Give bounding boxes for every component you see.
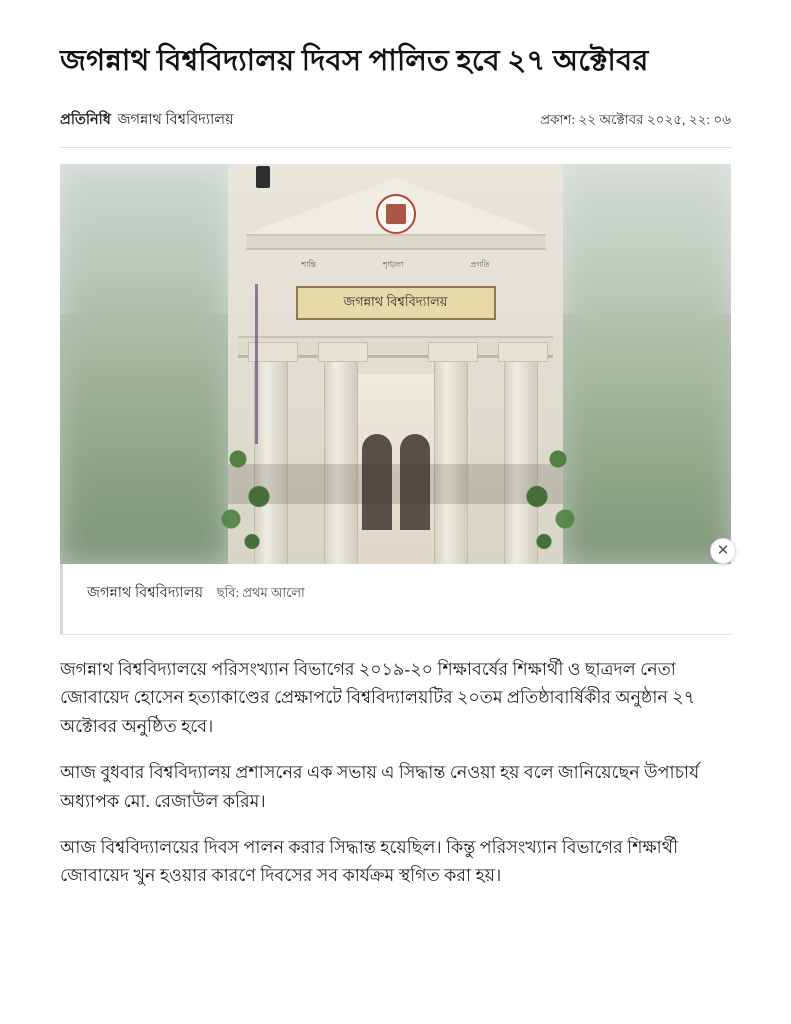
divider-caption	[60, 634, 731, 635]
divider-top	[60, 147, 731, 148]
building-signboard: জগন্নাথ বিশ্ববিদ্যালয়	[296, 286, 496, 320]
page-title: জগন্নাথ বিশ্ববিদ্যালয় দিবস পালিত হবে ২৭ অক্টোবর	[60, 45, 649, 77]
article-paragraph: আজ বিশ্ববিদ্যালয়ের দিবস পালন করার সিদ্ধান্ত হয়েছিল। কিন্তু পরিসংখ্যান বিভাগের শিক্ষার্থী জোবায়েদ খুন হওয়ার কারণে দিবসের সব কার্যক্রম স্থগিত করা হয়।	[60, 836, 679, 886]
figure-caption-wrap	[60, 564, 731, 634]
figure-caption-text: জগন্নাথ বিশ্ববিদ্যালয়	[87, 585, 204, 602]
article-photo	[60, 164, 731, 564]
byline-reporter: প্রতিনিধি	[60, 112, 111, 129]
column-3	[434, 358, 468, 564]
published-timestamp: প্রকাশ: ২২ অক্টোবর ২০২৫, ২২: ০৬	[539, 112, 731, 128]
foliage-right	[516, 414, 586, 564]
close-icon[interactable]: ✕	[710, 538, 736, 564]
facade-motto-1: শান্তি	[301, 259, 317, 269]
article-paragraph: আজ বুধবার বিশ্ববিদ্যালয় প্রশাসনের এক সভায় এ সিদ্ধান্ত নেওয়া হয় বলে জানিয়েছেন উপাচার্য অধ্যাপক মো. রেজাউল করিম।	[60, 762, 700, 811]
figure-caption	[87, 582, 731, 606]
column-2	[324, 358, 358, 564]
facade-motto-3: প্রগতি	[470, 259, 490, 269]
article-body	[60, 655, 731, 889]
facade-motto	[268, 259, 523, 271]
article-paragraph: জগন্নাথ বিশ্ববিদ্যালয়ে পরিসংখ্যান বিভাগের ২০১৯-২০ শিক্ষাবর্ষের শিক্ষার্থী ও ছাত্রদল নেতা জোবায়েদ হোসেন হত্যাকাণ্ডের প্রেক্ষাপটে বিশ্ববিদ্যালয়টির ২০তম প্রতিষ্ঠাবার্ষিকীর অনুষ্ঠান ২৭ অক্টোবর অনুষ্ঠিত হবে।	[60, 659, 695, 736]
byline-place: জগন্নাথ বিশ্ববিদ্যালয়	[117, 112, 234, 129]
photo-blur-left	[60, 164, 228, 564]
article-figure	[60, 164, 731, 634]
figure-credit: ছবি: প্রথম আলো	[216, 585, 305, 601]
photo-blur-right	[563, 164, 731, 564]
byline	[60, 109, 234, 133]
article-meta	[60, 109, 731, 147]
facade-motto-2: শৃঙ্খলা	[382, 259, 404, 269]
university-crest-icon	[376, 194, 416, 234]
foliage-left	[210, 414, 280, 564]
pediment-base	[246, 234, 546, 250]
